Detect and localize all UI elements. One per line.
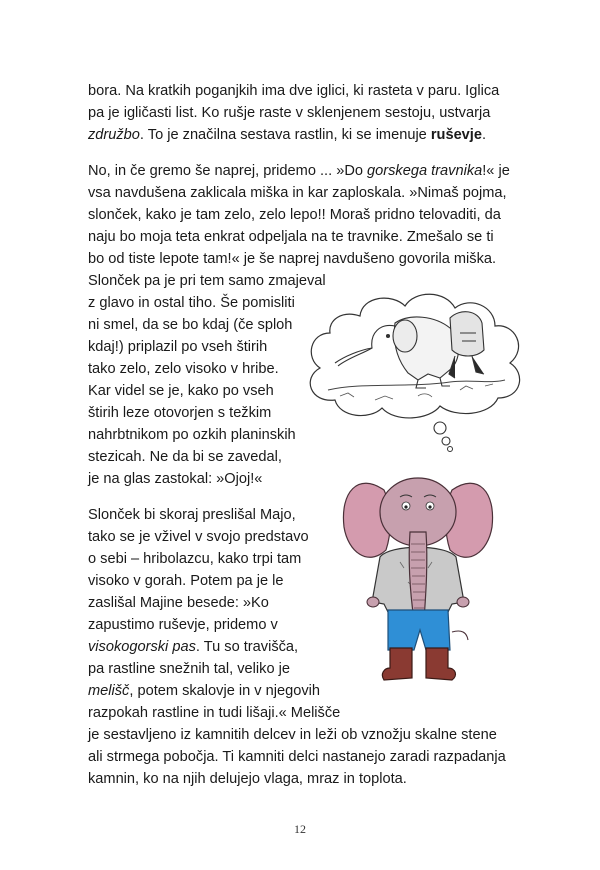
text-line: pa rastline snežnih tal, veliko je bbox=[88, 661, 290, 677]
elephant-illustration bbox=[340, 462, 500, 694]
right-boot bbox=[426, 648, 455, 680]
text-line: kamnin, ko na njih delujejo vlaga, mraz in toplota. bbox=[88, 771, 407, 787]
text-line: No, in če gremo še naprej, pridemo ... »Do gorskega travnika!« je bbox=[88, 163, 510, 179]
text-line: bora. Na kratkih poganjkih ima dve iglici, ki rasteta v paru. Iglica bbox=[88, 83, 500, 99]
italic-term: melišč bbox=[88, 683, 130, 699]
text-line: štirih leze otovorjen s težkim bbox=[88, 405, 272, 421]
text-line: tako zelo, zelo visoko v hribe. bbox=[88, 361, 279, 377]
text-line: bo od tiste lepote tam!« je še naprej navdušeno govorila miška. bbox=[88, 251, 497, 267]
text-line: kdaj!) priplazil po vseh štirih bbox=[88, 339, 268, 355]
thought-dot bbox=[442, 437, 450, 445]
page-number: 12 bbox=[294, 822, 306, 836]
thought-dot bbox=[434, 422, 446, 434]
italic-term: gorskega travnika bbox=[367, 163, 483, 179]
text-line: vsa navdušena zaklicala miška in kar zaploskala. »Nimaš pojma, bbox=[88, 185, 507, 201]
text-line: je na glas zastokal: »Ojoj!« bbox=[88, 471, 263, 487]
text-line: Slonček pa je pri tem samo zmajeval bbox=[88, 273, 326, 289]
text-line: nahrbtnikom po ozkih planinskih bbox=[88, 427, 296, 443]
blue-trousers bbox=[388, 610, 450, 650]
text-line: Kar videl se je, kako po vseh bbox=[88, 383, 274, 399]
text-line: o sebi – hribolazcu, kako trpi tam bbox=[88, 551, 302, 567]
text-line: zaslišal Majine besede: »Ko bbox=[88, 595, 269, 611]
text-line: ni smel, da se bo kdaj (če sploh bbox=[88, 317, 293, 333]
text-line: visokogorski pas. Tu so travišča, bbox=[88, 639, 299, 655]
left-boot bbox=[382, 648, 412, 680]
text-line: visoko v gorah. Potem pa je le bbox=[88, 573, 284, 589]
text-line: stezicah. Ne da bi se zavedal, bbox=[88, 449, 282, 465]
bold-term: ruševje bbox=[430, 127, 482, 143]
text-line: z glavo in ostal tiho. Še pomisliti bbox=[88, 295, 295, 311]
thought-bubble-illustration bbox=[300, 278, 530, 450]
text-line: pa je igličasti list. Ko rušje raste v sklenjenem sestoju, ustvarja bbox=[88, 105, 491, 121]
text-line: razpokah rastline in tudi lišaji.« Melišče bbox=[88, 705, 341, 721]
italic-term: visokogorski pas bbox=[88, 639, 196, 655]
text-line: ali strmega pobočja. Ti kamniti delci nastanejo zaradi razpadanja bbox=[88, 749, 506, 765]
text-line: melišč, potem skalovje in v njegovih bbox=[88, 683, 320, 699]
italic-term: združbo bbox=[88, 127, 140, 143]
text-line: slonček, kako je tam zelo, zelo lepo!! Moraš pridno telovaditi, da bbox=[88, 207, 501, 223]
text-line: naju bo moja teta enkrat odpeljala na te travnike. Zmešalo se ti bbox=[88, 229, 494, 245]
text-line: tako se je vživel v svojo predstavo bbox=[88, 529, 309, 545]
thought-dot bbox=[448, 447, 453, 452]
text-line: Slonček bi skoraj preslišal Majo, bbox=[88, 507, 296, 523]
text-line: združbo. To je značilna sestava rastlin, ki se imenuje ruševje. bbox=[88, 127, 487, 143]
text-line: je sestavljeno iz kamnitih delcev in leži ob vznožju skalne stene bbox=[88, 727, 497, 743]
text-line: zapustimo ruševje, pridemo v bbox=[88, 617, 278, 633]
